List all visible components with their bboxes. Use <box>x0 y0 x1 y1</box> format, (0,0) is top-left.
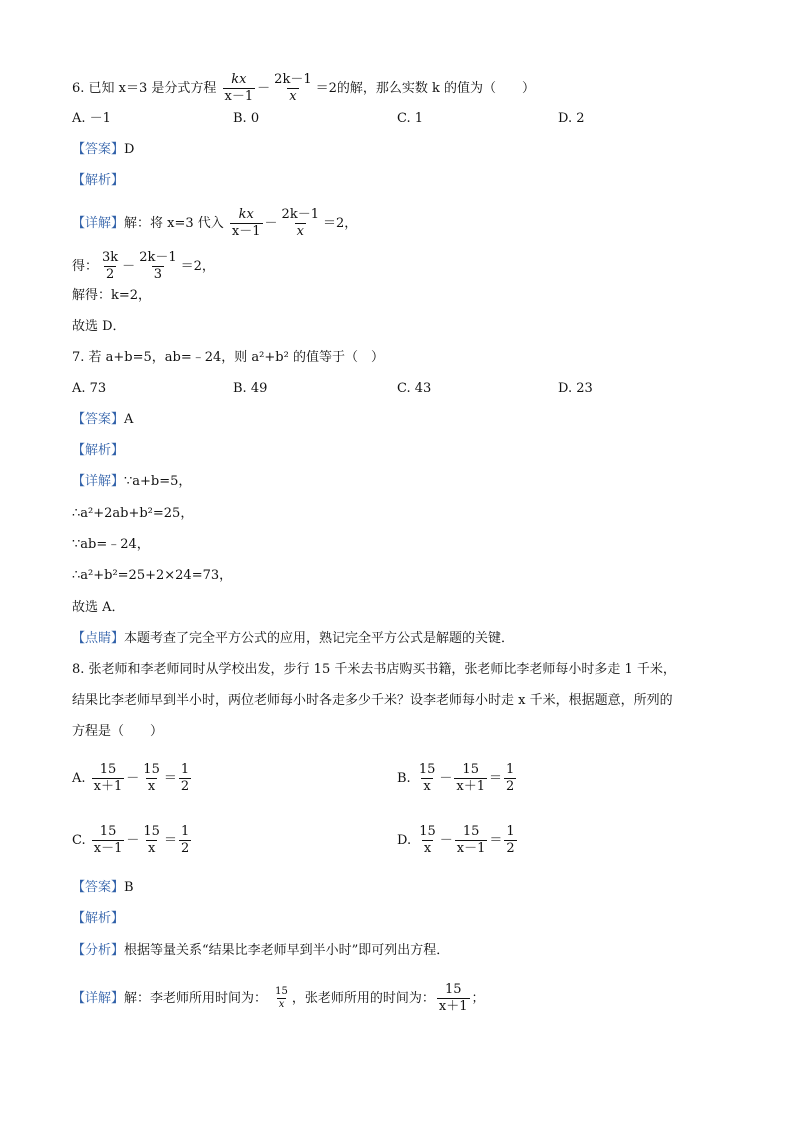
q8-analyze: 【分析】根据等量关系“结果比李老师早到半小时”即可列出方程． <box>72 943 450 958</box>
q7-analysis-heading: 【解析】 <box>72 443 125 458</box>
q8-option-a: A. $\frac{15}{x+1}$ － $\frac{15}{x}$ ＝ $\frac{1}{2}$ <box>72 762 190 794</box>
q8-option-c: C. $\frac{15}{x-1}$ － $\frac{15}{x}$ ＝ $\frac{1}{2}$ <box>72 824 190 856</box>
fraction: $\frac{15}{x-1}$ <box>93 824 123 856</box>
q6-option-b: B. 0 <box>233 111 260 126</box>
fraction: $\frac{15}{x}$ <box>419 824 436 856</box>
q7-detail-1: 【详解】∵a+b=5， <box>72 474 192 489</box>
q6-option-c: C. 1 <box>397 111 424 126</box>
fraction: $\frac{1}{2}$ <box>180 824 190 856</box>
q7-option-d: D. 23 <box>558 381 593 396</box>
q7-detail-3: ∵ab=﹣24， <box>72 537 150 552</box>
q8-option-d: D. $\frac{15}{x}$ － $\frac{15}{x-1}$ ＝ $\frac{1}{2}$ <box>397 824 515 856</box>
fraction: $\frac{15}{x}$ <box>143 762 160 794</box>
fraction: $\frac{15}{x+1}$ <box>93 762 123 794</box>
q8-answer: 【答案】B <box>72 880 134 895</box>
q8-analysis-heading: 【解析】 <box>72 911 125 926</box>
q7-detail-4: ∴a²+b²=25+2×24=73， <box>72 568 233 583</box>
q7-answer: 【答案】A <box>72 412 134 427</box>
q8-option-b: B. $\frac{15}{x}$ － $\frac{15}{x+1}$ ＝ $\frac{1}{2}$ <box>397 762 515 794</box>
fraction: $\frac{kx}{x-1}$ <box>224 72 254 104</box>
fraction: $\frac{kx}{x-1}$ <box>231 207 261 239</box>
fraction: $\frac{2k-1}{x}$ <box>274 72 312 104</box>
q6-option-a: A. －1 <box>72 111 111 126</box>
q7-detail-2: ∴a²+2ab+b²=25， <box>72 506 194 521</box>
q8-stem-line-2: 结果比李老师早到半小时，两位老师每小时各走多少千米？设李老师每小时走 x 千米，根据题意，所列的 <box>72 693 673 708</box>
q6-answer: 【答案】D <box>72 142 135 157</box>
q6-choose: 故选 D． <box>72 319 126 334</box>
q8-detail: 【详解】解：李老师所用时间为： $\frac{15}{x}$ ，张老师所用的时间为： $\frac{15}{x+1}$ ； <box>72 982 485 1014</box>
q7-stem: 7. 若 a+b=5，ab=﹣24，则 a²+b² 的值等于（ ） <box>72 350 384 365</box>
fraction: $\frac{2k-1}{3}$ <box>139 250 177 282</box>
q7-choose: 故选 A． <box>72 600 125 615</box>
q8-stem-line-1: 8. 张老师和李老师同时从学校出发，步行 15 千米去书店购买书籍，张老师比李老师每小时多走 1 千米， <box>72 662 676 677</box>
q7-comment: 【点睛】本题考查了完全平方公式的应用，熟记完全平方公式是解题的关键． <box>72 631 515 646</box>
q6-option-d: D. 2 <box>558 111 585 126</box>
fraction: $\frac{15}{x}$ <box>143 824 160 856</box>
fraction: $\frac{15}{x}$ <box>418 762 436 794</box>
fraction: $\frac{2k-1}{x}$ <box>281 207 319 239</box>
q7-option-a: A. 73 <box>72 381 107 396</box>
fraction: $\frac{15}{x}$ <box>275 986 288 1010</box>
q8-stem-line-3: 方程是（ ） <box>72 724 164 739</box>
q7-option-b: B. 49 <box>233 381 268 396</box>
fraction: $\frac{1}{2}$ <box>180 762 190 794</box>
fraction: $\frac{3k}{2}$ <box>102 250 119 282</box>
fraction: $\frac{15}{x-1}$ <box>456 824 486 856</box>
fraction: $\frac{15}{x+1}$ <box>438 982 468 1014</box>
q6-step2: 得： $\frac{3k}{2}$ － $\frac{2k-1}{3}$ ＝2， <box>72 250 215 282</box>
fraction: $\frac{1}{2}$ <box>506 762 515 794</box>
q6-analysis-heading: 【解析】 <box>72 173 125 188</box>
fraction: $\frac{1}{2}$ <box>506 824 515 856</box>
q6-stem: 6. 已知 x＝3 是分式方程 $\frac{kx}{x-1}$ － $\frac{2k-1}{x}$ ＝2的解，那么实数 k 的值为（ ） <box>72 72 536 104</box>
q6-step3: 解得：k=2， <box>72 288 152 303</box>
fraction: $\frac{15}{x+1}$ <box>456 762 485 794</box>
q7-option-c: C. 43 <box>397 381 432 396</box>
q6-detail: 【详解】解：将 x=3 代入 $\frac{kx}{x-1}$ － $\frac{2k-1}{x}$ ＝2， <box>72 207 358 239</box>
